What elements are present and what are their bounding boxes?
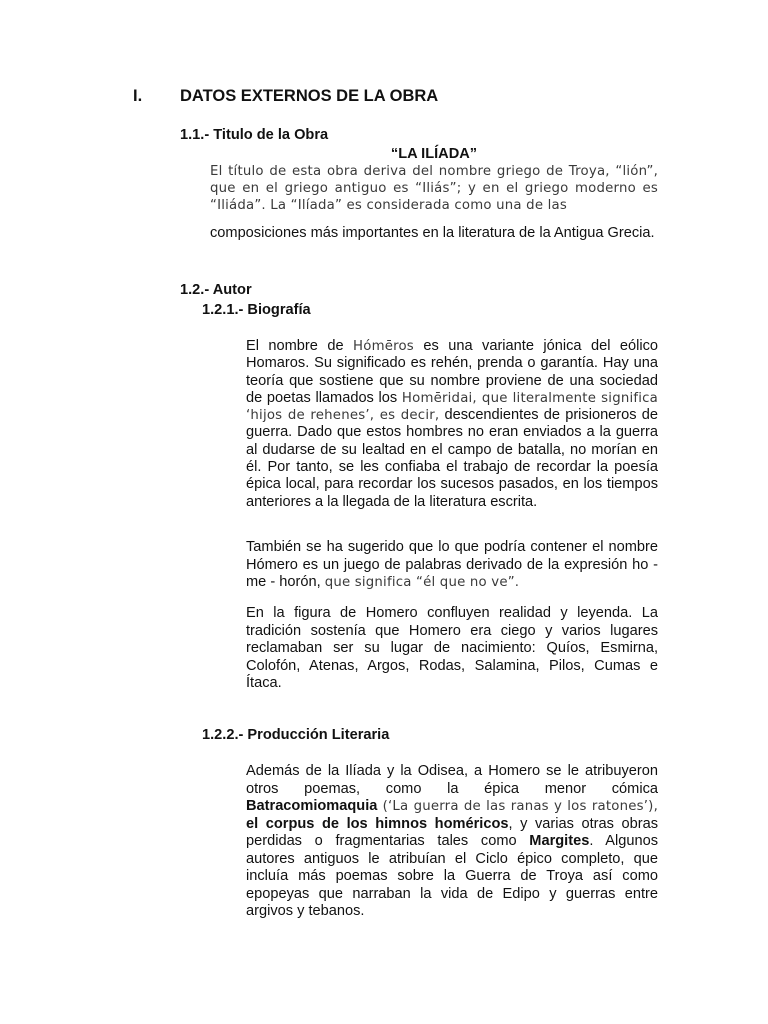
section-numeral: I. [133,87,143,105]
title-paragraph-b: composiciones más importantes en la literatura de la Antigua Grecia. [210,225,655,241]
heading-1-2-1: 1.2.1.- Biografía [202,302,311,318]
biography-paragraph-3: En la figura de Homero confluyen realidad y leyenda. La tradición sostenía que Homero era ciego y varios lugares reclamaban ser su lugar de nacimiento: Quíos, Esmirna, Colofón, Atenas, Argos, Rodas, Salamina, Pilos, Cumas e Ítaca. [246,605,658,691]
biography-paragraph-1: El nombre de Hómēros es una variante jónica del eólico Homaros. Su significado es rehén, prenda o garantía. Hay una teoría que sostiene que su nombre proviene de una sociedad de poetas llamados los Homēridai, que literalmente significa ‘hijos de rehenes’, es decir, descendientes de prisioneros de guerra. Dado que estos hombres no eran enviados a la guerra al dudarse de su lealtad en el campo de batalla, no morían en él. Por tanto, se les confiaba el trabajo de recordar la poesía épica local, para recordar los sucesos pasados, en los tiempos anteriores a la llegada de la literatura escrita. [246,338,659,510]
margites-term: Margites [529,833,590,849]
section-title: DATOS EXTERNOS DE LA OBRA [180,87,439,105]
title-paragraph-a: El título de esta obra deriva del nombre griego de Troya, “lión”, que en el griego antiguo es “Iliás”; y en el griego moderno es “Iliáda”. La “Ilíada” es considerada como una de las [210,164,658,213]
production-paragraph: Además de la Ilíada y la Odisea, a Homero se le atribuyeron otros poemas, como la épica menor cómica Batracomiomaquia (‘La guerra de las ranas y los ratones’), el corpus de los himnos homéricos, y varias otras obras perdidas o fragmentarias tales como Margites. Algunos autores antiguos le atribuían el Ciclo épico completo, que incluía más poemas sobre la Guerra de Troya así como epopeyas que narraban la vida de Edipo y guerras entre argivos y tebanos. [246,763,658,919]
biography-paragraph-2: También se ha sugerido que lo que podría contener el nombre Hómero es un juego de palabras derivado de la expresión ho - me - horón, que significa “él que no ve”. [246,539,658,590]
batracomiomaquia-term: Batracomiomaquia [246,798,378,814]
heading-1-2: 1.2.- Autor [180,282,252,298]
heading-1-1: 1.1.- Titulo de la Obra [180,127,329,143]
himnos-term: el corpus de los himnos homéricos [246,815,509,832]
work-title: “LA ILÍADA” [390,146,478,162]
heading-1-2-2: 1.2.2.- Producción Literaria [202,727,390,743]
